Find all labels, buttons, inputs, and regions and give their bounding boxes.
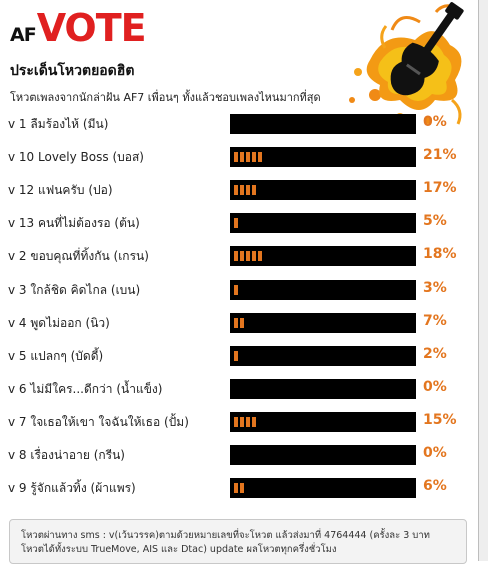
vote-row[interactable] <box>0 213 478 233</box>
vote-percent: 6% <box>423 478 447 494</box>
vote-label: v 10 Lovely Boss (บอส) <box>8 150 144 164</box>
vote-label: v 5 แปลกๆ (บัดดี้) <box>8 349 104 363</box>
vote-label: v 13 คนที่ไม่ต้องรอ (ต้น) <box>8 216 140 230</box>
vote-label: v 6 ไม่มีใคร...ดีกว่า (น้ำแข็ง) <box>8 382 163 396</box>
vote-label: v 4 พูดไม่ออก (นิว) <box>8 316 110 330</box>
vote-label: v 3 ใกล้ชิด คิดไกล (เบน) <box>8 283 141 297</box>
vote-label: v 7 ใจเธอให้เขา ใจฉันให้เธอ (ปั้ม) <box>8 415 189 429</box>
vote-row[interactable] <box>0 280 478 300</box>
vote-row[interactable] <box>0 445 478 465</box>
vote-bar <box>230 379 416 399</box>
vote-label: v 9 รู้จักแล้วทิ้ง (ผ้าแพร) <box>8 481 136 495</box>
sms-note <box>9 519 467 564</box>
vote-label: v 2 ขอบคุณที่ทิ้งกัน (เกรน) <box>8 249 149 263</box>
vote-row[interactable] <box>0 412 478 432</box>
vote-bar <box>230 246 416 266</box>
vote-bar <box>230 313 416 333</box>
vote-bar-fill <box>234 185 258 195</box>
vote-bar-fill <box>234 483 246 493</box>
vote-bar-fill <box>234 417 258 427</box>
vote-percent: 15% <box>423 412 457 428</box>
vote-bar-fill <box>234 285 240 295</box>
vote-percent: 0% <box>423 379 447 395</box>
logo-word: VOTE <box>36 6 146 50</box>
vote-bar <box>230 147 416 167</box>
vote-row[interactable] <box>0 147 478 167</box>
vote-percent: 3% <box>423 280 447 296</box>
vote-row[interactable] <box>0 246 478 266</box>
vote-bar <box>230 445 416 465</box>
vote-label: v 12 แฟนครับ (ปอ) <box>8 183 113 197</box>
scrollbar-track[interactable] <box>479 0 488 561</box>
vote-bar <box>230 213 416 233</box>
vote-bar <box>230 180 416 200</box>
vote-percent: 0% <box>423 445 447 461</box>
vote-percent: 18% <box>423 246 457 262</box>
vote-row[interactable] <box>0 379 478 399</box>
vote-bar-fill <box>234 351 240 361</box>
vote-bar <box>230 280 416 300</box>
vote-percent: 2% <box>423 346 447 362</box>
vote-label: v 1 ลืมร้องไห้ (มีน) <box>8 117 109 131</box>
vote-percent: 0% <box>423 114 447 130</box>
vote-percent: 7% <box>423 313 447 329</box>
vote-row[interactable] <box>0 114 478 134</box>
sms-note-line-1: โหวตผ่านทาง sms : v(เว้นวรรค)ตามด้วยหมายเลขที่จะโหวต แล้วส่งมาที่ 4764444 (ครั้งละ 3 บาท <box>21 530 430 541</box>
vote-bar-fill <box>234 152 264 162</box>
page-title: ประเด็นโหวตยอดฮิต <box>10 63 135 79</box>
page-subtitle: โหวตเพลงจากนักล่าฝัน AF7 เพื่อนๆ ทั้งแล้วชอบเพลงไหนมากที่สุด <box>10 91 321 104</box>
vote-row[interactable] <box>0 346 478 366</box>
vote-bar <box>230 114 416 134</box>
vote-bar <box>230 478 416 498</box>
vote-percent: 17% <box>423 180 457 196</box>
guitar-splash-icon <box>340 0 478 130</box>
vote-row[interactable] <box>0 180 478 200</box>
vote-bar-fill <box>234 218 240 228</box>
vote-row[interactable] <box>0 313 478 333</box>
vote-percent: 5% <box>423 213 447 229</box>
vote-bar <box>230 412 416 432</box>
vote-bar-fill <box>234 251 264 261</box>
vote-percent: 21% <box>423 147 457 163</box>
sms-note-line-2: โหวตได้ทั้งระบบ TrueMove, AIS และ Dtac) update ผลโหวตทุกครึ่งชั่วโมง <box>21 544 337 555</box>
logo-prefix: AF <box>10 24 36 46</box>
vote-row[interactable] <box>0 478 478 498</box>
af-vote-logo <box>10 6 146 50</box>
vote-bar <box>230 346 416 366</box>
vote-bar-fill <box>234 318 246 328</box>
vote-label: v 8 เรื่องน่าอาย (กรีน) <box>8 448 125 462</box>
